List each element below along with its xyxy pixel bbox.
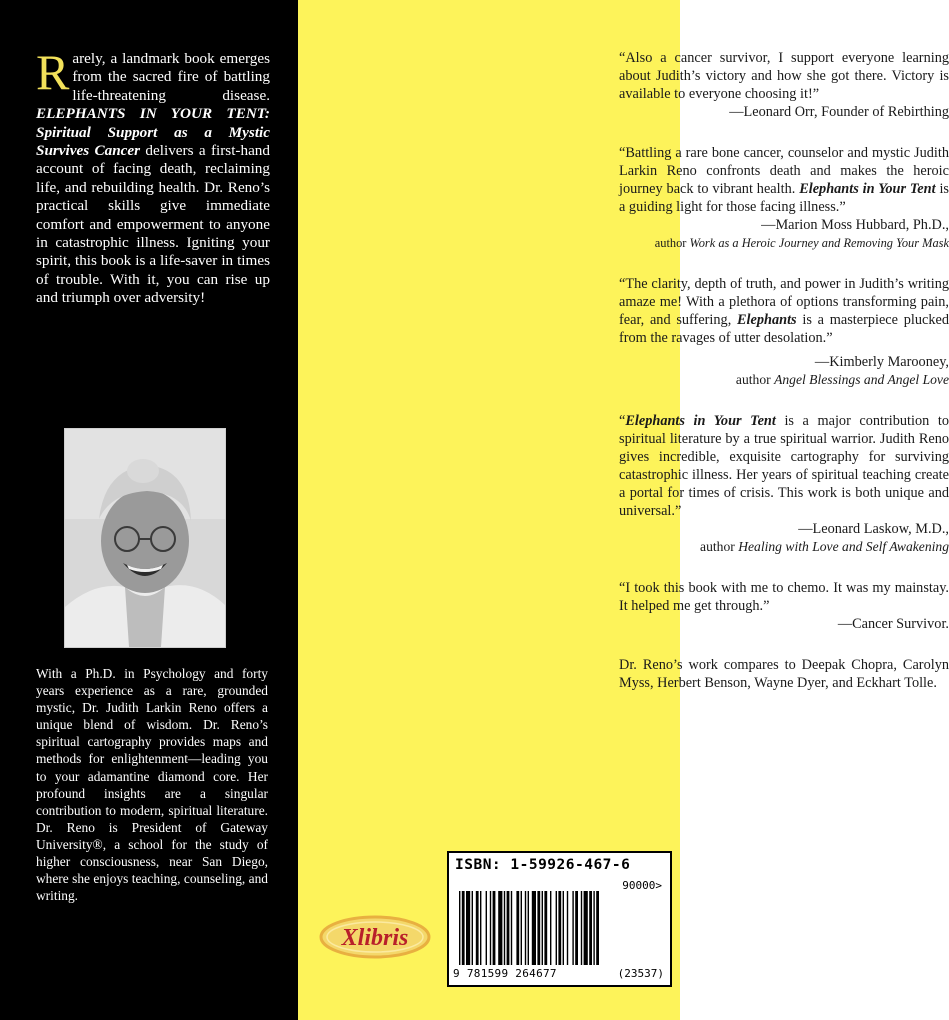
- barcode-bar: [476, 891, 479, 965]
- comparison-text: Dr. Reno’s work compares to Deepak Chopra, Carolyn Myss, Herbert Benson, Wayne Dyer, and Eckhart Tolle.: [619, 657, 949, 691]
- drop-cap: R: [36, 44, 70, 100]
- barcode-bars: [459, 891, 664, 965]
- quote-author-works: [619, 371, 949, 389]
- secondary-code: (23537): [617, 967, 664, 980]
- barcode-bar: [581, 891, 582, 965]
- quote-text: [619, 412, 949, 520]
- author-works-title: Healing with Love and Self Awakening: [738, 539, 949, 554]
- barcode-bar: [480, 891, 481, 965]
- barcode-bar: [493, 891, 496, 965]
- barcode-bar: [567, 891, 568, 965]
- quote-author-works: [619, 234, 949, 252]
- barcode-bar: [459, 891, 460, 965]
- barcode-bar: [507, 891, 510, 965]
- barcode-bar: [550, 891, 551, 965]
- isbn-barcode: [447, 851, 672, 987]
- endorsements: [619, 49, 949, 715]
- barcode-bar: [584, 891, 588, 965]
- quote-text-a: “The clarity, depth of truth, and power in Judith’s writing amaze me! With a plethora of options transforming pain, fear, and suffering,: [619, 276, 949, 328]
- barcode-bar: [528, 891, 529, 965]
- back-cover-right-panel: [298, 0, 949, 1020]
- quote-text-a: “: [619, 413, 626, 429]
- barcode-bar: [544, 891, 547, 965]
- quote-text: [619, 144, 949, 216]
- barcode-bar: [466, 891, 470, 965]
- barcode-bar: [516, 891, 519, 965]
- author-prefix: author: [654, 236, 690, 250]
- xlibris-logo-icon: [318, 912, 432, 962]
- quote-book-title: Elephants in Your Tent: [625, 413, 776, 429]
- quote-text: “I took this book with me to chemo. It was my mainstay. It helped me get through.”: [619, 580, 949, 614]
- endorsement-orr: [619, 49, 949, 121]
- barcode-bar: [558, 891, 561, 965]
- author-prefix: author: [735, 372, 775, 387]
- quote-book-title: Elephants: [737, 312, 797, 328]
- quote-attribution: —Cancer Survivor.: [837, 616, 949, 632]
- endorsement-marooney: [619, 275, 949, 389]
- endorsement-survivor: [619, 579, 949, 633]
- endorsement-hubbard: [619, 144, 949, 252]
- barcode-bar: [511, 891, 512, 965]
- quote-text-b: is a guiding light for those facing illness.”: [619, 181, 949, 215]
- barcode-bar: [589, 891, 592, 965]
- quote-attribution: —Leonard Orr, Founder of Rebirthing: [729, 104, 949, 120]
- barcode-bar: [596, 891, 599, 965]
- quote-author-works: [619, 538, 949, 556]
- quote-text: “Also a cancer survivor, I support everyone learning about Judith’s victory and how she got there. Victory is available to everyone choosing it!”: [619, 50, 949, 102]
- quote-book-title: Elephants in Your Tent: [799, 181, 936, 197]
- price-code: 90000>: [622, 879, 662, 892]
- barcode-bar: [532, 891, 536, 965]
- intro-text-1: arely, a landmark book emerges from the sacred fire of battling life-threatening disease.: [72, 50, 270, 104]
- barcode-bar: [521, 891, 522, 965]
- logo-text: Xlibris: [341, 925, 409, 951]
- quote-attribution: —Marion Moss Hubbard, Ph.D.,: [761, 217, 949, 233]
- quote-text: [619, 275, 949, 347]
- author-works-title: Work as a Heroic Journey and Removing Your Mask: [689, 236, 949, 250]
- quote-text-b: is a masterpiece plucked from the ravages of utter desolation.”: [619, 312, 949, 346]
- author-bio: With a Ph.D. in Psychology and forty years experience as a rare, grounded mystic, Dr. Judith Larkin Reno offers a unique blend of wisdom. Dr. Reno’s spiritual cartography provides maps and methods for enlightenment—leading you to your adamantine diamond core. Her profound insights are a singular contribution to modern, spiritual literature. Dr. Reno is President of Gateway University®, a school for the study of higher consciousness, near San Diego, where she enjoys teaching, counseling, and writing.: [36, 666, 268, 904]
- barcode-bar: [563, 891, 564, 965]
- barcode-bar: [486, 891, 487, 965]
- xlibris-logo: [318, 912, 432, 962]
- back-cover-left-panel: [0, 0, 298, 1020]
- book-title: ELEPHANTS IN YOUR TENT: Spiritual Support as a Mystic Survives Cancer: [36, 105, 270, 160]
- barcode-bar: [575, 891, 578, 965]
- endorsement-laskow: [619, 412, 949, 556]
- barcode-bar: [504, 891, 505, 965]
- ean-number: 9 781599 264677: [453, 967, 557, 980]
- barcode-bar: [472, 891, 473, 965]
- author-prefix: author: [700, 539, 739, 554]
- barcode-bar: [556, 891, 557, 965]
- barcode-bar: [525, 891, 526, 965]
- author-comparison: [619, 656, 949, 692]
- isbn-number: ISBN: 1-59926-467-6: [455, 857, 631, 873]
- barcode-bar: [490, 891, 491, 965]
- quote-attribution: —Leonard Laskow, M.D.,: [798, 521, 949, 537]
- quote-text-b: is a major contribution to spiritual literature by a true spiritual warrior. Judith Reno gives incredible, exquisite cartography for surviving catastrophic illness. Her years of spiritual teaching create a portal for times of crisis. This work is both unique and universal.”: [619, 413, 949, 519]
- quote-text-a: “Battling a rare bone cancer, counselor and mystic Judith Larkin Reno confronts death and makes the heroic journey back to vibrant health.: [619, 145, 949, 197]
- author-portrait: [64, 428, 226, 648]
- author-portrait-image: [65, 429, 225, 647]
- intro-blurb: [36, 44, 270, 308]
- barcode-bar: [462, 891, 465, 965]
- barcode-bar: [572, 891, 573, 965]
- barcode-bar: [542, 891, 543, 965]
- intro-text-2: delivers a first-hand account of facing death, reclaiming life, and rebuilding health. Dr. Reno’s practical skills give immediate comfort and empowerment to anyone in catastrophic illness. Igniting your spirit, this book is a life-saver in times of trouble. With it, you can rise up and triumph over adversity!: [36, 142, 270, 307]
- barcode-bar: [498, 891, 502, 965]
- barcode-bar: [537, 891, 540, 965]
- quote-attribution: —Kimberly Marooney,: [814, 354, 949, 370]
- author-works-title: Angel Blessings and Angel Love: [774, 372, 949, 387]
- barcode-bar: [593, 891, 594, 965]
